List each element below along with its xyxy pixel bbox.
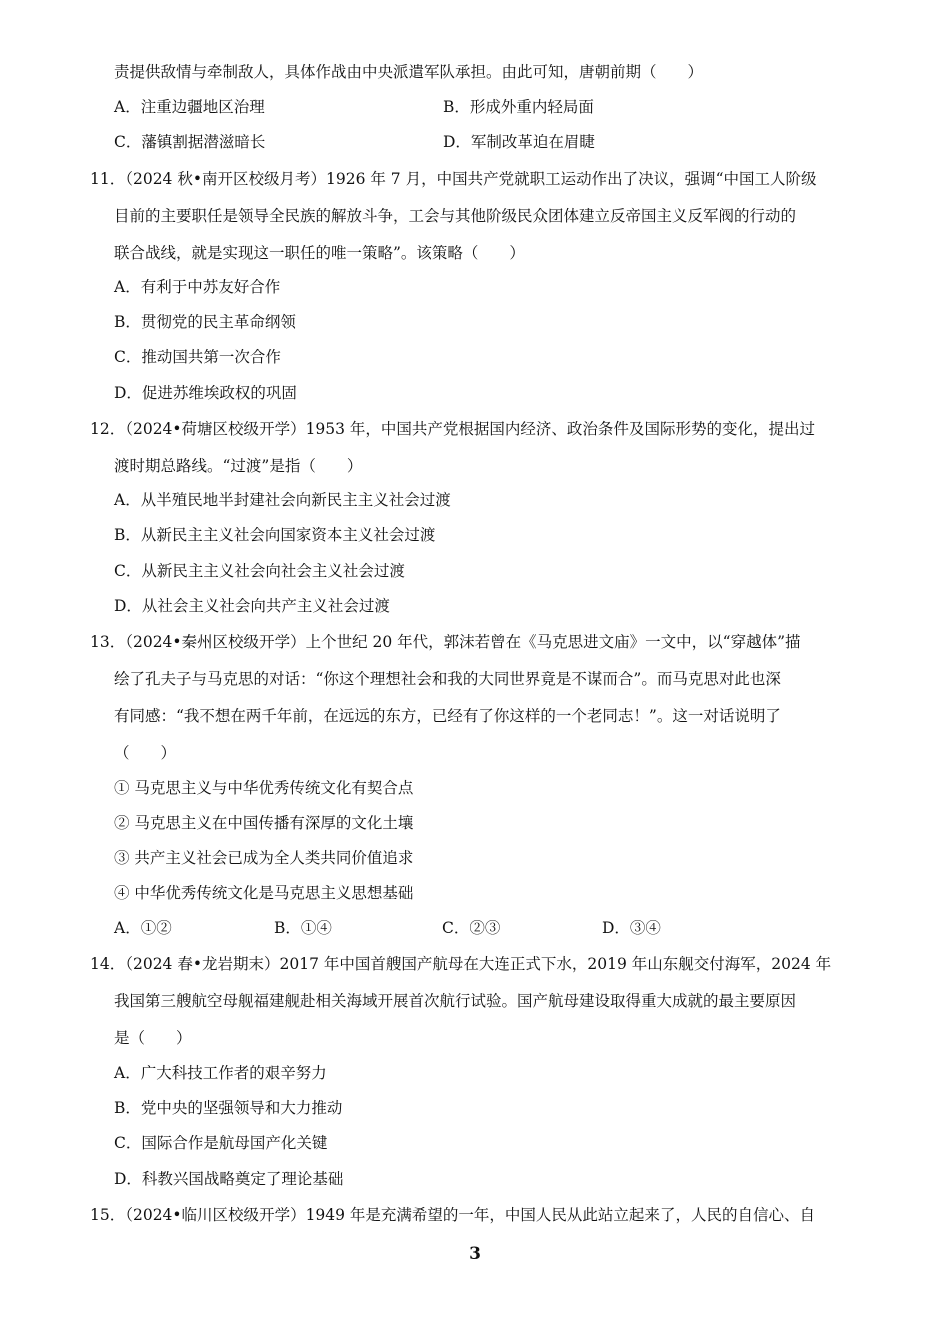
q14-option-b: B．党中央的坚强领导和大力推动 [114,1099,343,1117]
q14-line-1: 14．（2024 春•龙岩期末）2017 年中国首艘国产航母在大连正式下水，2019 年山东舰交付海军，2024 年 [90,955,832,973]
q13-line-3: 有同感：“我不想在两千年前，在远远的东方，已经有了你这样的一个老同志！”。这一对话说明了 [114,707,781,725]
q13-line-4: （ ） [114,744,177,762]
q10-option-c: C．藩镇割据潜滋暗长 [114,133,266,151]
q13-item-4: ④ 中华优秀传统文化是马克思主义思想基础 [114,884,414,902]
q14-line-3: 是（ ） [114,1029,192,1047]
q13-item-2: ② 马克思主义在中国传播有深厚的文化土壤 [114,814,414,832]
page-number: 3 [469,1244,481,1264]
q13-option-b: B．①④ [274,919,332,937]
q14-option-a: A．广大科技工作者的艰辛努力 [114,1064,327,1082]
q13-item-1: ① 马克思主义与中华优秀传统文化有契合点 [114,779,414,797]
q11-line-2: 目前的主要职任是领导全民族的解放斗争，工会与其他阶级民众团体建立反帝国主义反军阀的行动的 [114,207,797,225]
q10-stem-end: 责提供敌情与牵制敌人，具体作战由中央派遣军队承担。由此可知，唐朝前期（ ） [114,63,704,81]
q11-line-3: 联合战线，就是实现这一职任的唯一策略”。该策略（ ） [114,244,525,262]
q13-option-a: A．①② [114,919,172,937]
q12-option-c: C．从新民主主义社会向社会主义社会过渡 [114,562,405,580]
q12-option-a: A．从半殖民地半封建社会向新民主主义社会过渡 [114,491,451,509]
q11-option-d: D．促进苏维埃政权的巩固 [114,384,297,402]
q11-option-c: C．推动国共第一次合作 [114,348,281,366]
q11-line-1: 11．（2024 秋•南开区校级月考）1926 年 7 月，中国共产党就职工运动作出了决议，强调“中国工人阶级 [90,170,817,188]
q14-option-d: D．科教兴国战略奠定了理论基础 [114,1170,344,1188]
q12-line-1: 12．（2024•荷塘区校级开学）1953 年，中国共产党根据国内经济、政治条件及国际形势的变化，提出过 [90,420,815,438]
q13-option-d: D．③④ [602,919,661,937]
q13-option-c: C．②③ [442,919,501,937]
q12-option-d: D．从社会主义社会向共产主义社会过渡 [114,597,390,615]
q13-line-2: 绘了孔夫子与马克思的对话：“你这个理想社会和我的大同世界竟是不谋而合”。而马克思对此也深 [114,670,781,688]
q10-option-a: A．注重边疆地区治理 [114,98,265,116]
q15-line-1: 15．（2024•临川区校级开学）1949 年是充满希望的一年，中国人民从此站立起来了，人民的自信心、自 [90,1206,815,1224]
q14-option-c: C．国际合作是航母国产化关键 [114,1134,328,1152]
q13-line-1: 13．（2024•秦州区校级开学）上个世纪 20 年代，郭沫若曾在《马克思进文庙》一文中，以“穿越体”描 [90,633,801,651]
q10-option-b: B．形成外重内轻局面 [443,98,594,116]
q11-option-a: A．有利于中苏友好合作 [114,278,281,296]
q11-option-b: B．贯彻党的民主革命纲领 [114,313,296,331]
q13-item-3: ③ 共产主义社会已成为全人类共同价值追求 [114,849,414,867]
q12-line-2: 渡时期总路线。“过渡”是指（ ） [114,457,363,475]
q12-option-b: B．从新民主主义社会向国家资本主义社会过渡 [114,526,436,544]
q14-line-2: 我国第三艘航空母舰福建舰赴相关海域开展首次航行试验。国产航母建设取得重大成就的最主要原因 [114,992,797,1010]
q10-option-d: D．军制改革迫在眉睫 [443,133,595,151]
